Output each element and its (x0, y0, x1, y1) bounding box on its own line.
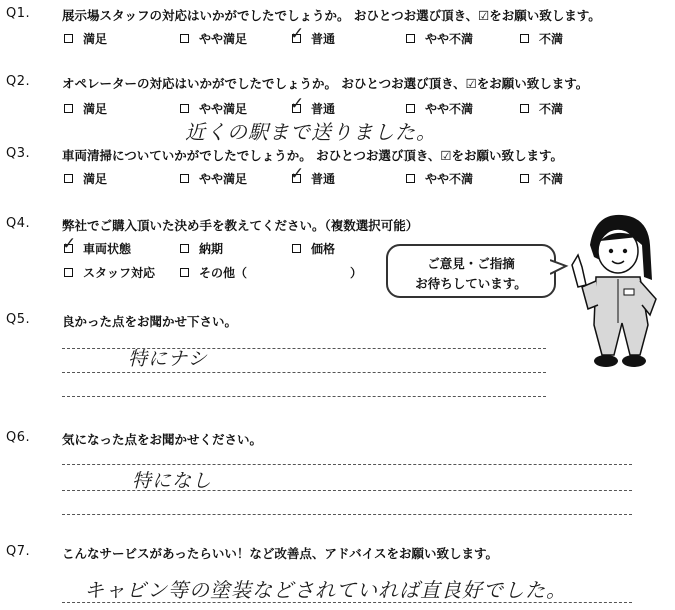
q3-text: 車両清掃についていかがでしたでしょうか。 おひとつお選び頂き、☑をお願い致します。 (62, 148, 564, 163)
q2-text: オペレーターの対応はいかがでしたでしょうか。 おひとつお選び頂き、☑をお願い致します。 (62, 76, 589, 91)
q1-option-manzoku[interactable]: 満足 (64, 30, 107, 47)
q4-option-sharyo-jotai[interactable]: ✓ 車両状態 (62, 234, 132, 256)
q4-option-noki[interactable]: 納期 (180, 240, 223, 257)
q1-option-yaya-manzoku[interactable]: やや満足 (180, 30, 247, 47)
check-mark-icon: ✓ (290, 24, 305, 44)
q4-text: 弊社でご購入頂いた決め手を教えてください。（複数選択可能） (62, 218, 419, 233)
q4-option-staff-taio[interactable]: スタッフ対応 (64, 264, 155, 281)
q6-text: 気になった点をお聞かせください。 (62, 432, 263, 447)
q7-text: こんなサービスがあったらいい！など改善点、アドバイスをお願い致します。 (62, 546, 499, 561)
checkbox-icon (180, 244, 189, 253)
checkbox-icon (180, 34, 189, 43)
checkbox-icon (64, 268, 73, 277)
q2-option-fuman[interactable]: 不満 (520, 100, 563, 117)
q1-option-futsu[interactable]: ✓ 普通 (290, 24, 336, 46)
q1-number: Q1. (6, 6, 31, 21)
check-mark-icon: ✓ (62, 234, 77, 254)
q7-number: Q7. (6, 544, 31, 559)
staff-mascot-icon (560, 205, 665, 375)
checkbox-icon (180, 174, 189, 183)
checkbox-icon (180, 268, 189, 277)
q3-option-futsu[interactable]: ✓ 普通 (290, 164, 336, 186)
q3-option-manzoku[interactable]: 満足 (64, 170, 107, 187)
q7-handwritten-answer[interactable]: キャビン等の塗装などされていれば直良好でした。 (84, 578, 567, 602)
q2-number: Q2. (6, 74, 31, 89)
q1-option-yaya-fuman[interactable]: やや不満 (406, 30, 473, 47)
checkbox-icon (292, 244, 301, 253)
q4-option-sonota-close: ） (350, 266, 363, 280)
q3-number: Q3. (6, 146, 31, 161)
q1-option-fuman[interactable]: 不満 (520, 30, 563, 47)
check-mark-icon: ✓ (290, 94, 305, 114)
q5-answer-line-2 (62, 372, 546, 373)
q3-option-fuman[interactable]: 不満 (520, 170, 563, 187)
q2-option-manzoku[interactable]: 満足 (64, 100, 107, 117)
q3-option-yaya-manzoku[interactable]: やや満足 (180, 170, 247, 187)
q6-answer-line-3 (62, 514, 632, 515)
q1-text: 展示場スタッフの対応はいかがでしたでしょうか。 おひとつお選び頂き、☑をお願い致します。 (62, 8, 601, 23)
checkbox-icon (406, 34, 415, 43)
checkbox-icon (64, 174, 73, 183)
q6-answer-line-1 (62, 464, 632, 465)
checkbox-icon (520, 34, 529, 43)
q5-handwritten-answer[interactable]: 特にナシ (128, 348, 208, 370)
speech-bubble (386, 244, 556, 298)
checkbox-icon (180, 104, 189, 113)
bubble-line-1: ご意見・ご指摘 (427, 256, 515, 271)
q2-handwritten-note: 近くの駅まで送りました。 (185, 120, 437, 144)
q4-option-kakaku[interactable]: 価格 (292, 240, 335, 257)
checkbox-icon (406, 104, 415, 113)
q6-number: Q6. (6, 430, 31, 445)
q5-number: Q5. (6, 312, 31, 327)
checkbox-icon (290, 164, 305, 184)
q2-option-yaya-manzoku[interactable]: やや満足 (180, 100, 247, 117)
checkbox-icon (290, 24, 305, 44)
checkbox-icon (290, 94, 305, 114)
check-mark-icon: ✓ (290, 164, 305, 184)
q2-option-yaya-fuman[interactable]: やや不満 (406, 100, 473, 117)
checkbox-icon (62, 234, 77, 254)
q6-handwritten-answer[interactable]: 特になし (132, 470, 213, 492)
q5-text: 良かった点をお聞かせ下さい。 (62, 314, 238, 329)
checkbox-icon (64, 34, 73, 43)
q3-option-yaya-fuman[interactable]: やや不満 (406, 170, 473, 187)
q4-option-sonota[interactable]: その他（ (180, 264, 247, 281)
bubble-line-2: お待ちしています。 (415, 276, 527, 291)
q5-answer-line-3 (62, 396, 546, 397)
checkbox-icon (520, 174, 529, 183)
checkbox-icon (406, 174, 415, 183)
q2-option-futsu[interactable]: ✓ 普通 (290, 94, 336, 116)
checkbox-icon (520, 104, 529, 113)
checkbox-icon (64, 104, 73, 113)
q4-number: Q4. (6, 216, 31, 231)
